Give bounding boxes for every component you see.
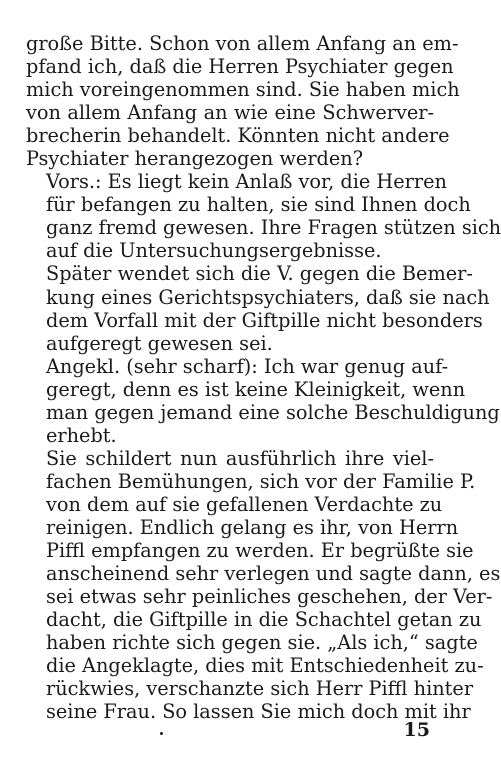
text-line: ganz fremd gewesen. Ihre Fragen stützen sich xyxy=(46,216,501,240)
text-line: erhebt. xyxy=(46,423,117,447)
text-line: Angekl. (sehr scharf): Ich war genug auf- xyxy=(46,354,449,378)
text-line: dem Vorfall mit der Giftpille nicht besonders xyxy=(46,308,483,332)
paragraph xyxy=(26,262,490,355)
text-line: pfand ich, daß die Herren Psychiater gegen xyxy=(26,55,454,79)
text-line: Piffl empfangen zu werden. Er begrüßte sie xyxy=(46,539,474,563)
text-line: für befangen zu halten, sie sind Ihnen doch xyxy=(46,193,471,217)
text-line: seine Frau. So lassen Sie mich doch mit ihr xyxy=(46,700,471,724)
text-line: auf die Untersuchungsergebnisse. xyxy=(46,239,382,263)
text-line: geregt, denn es ist keine Kleinigkeit, wenn xyxy=(46,377,466,401)
text-line: Vors.: Es liegt kein Anlaß vor, die Herren xyxy=(46,170,447,194)
text-line: große Bitte. Schon von allem Anfang an em- xyxy=(26,32,459,55)
text-line: aufgeregt gewesen sei. xyxy=(46,331,273,355)
text-line: reinigen. Endlich gelang es ihr, von Herrn xyxy=(46,515,459,539)
paragraph xyxy=(26,446,501,724)
text-line: man gegen jemand eine solche Beschuldigung xyxy=(46,400,500,424)
text-line: von dem auf sie gefallenen Verdachte zu xyxy=(46,492,443,516)
paragraph xyxy=(26,170,501,263)
paragraph xyxy=(26,354,500,447)
text-line: die Angeklagte, dies mit Entschiedenheit zu- xyxy=(46,654,484,678)
text-line: dacht, die Giftpille in die Schachtel getan zu xyxy=(46,608,482,632)
paragraph xyxy=(26,32,460,171)
text-line: rückwies, verschanzte sich Herr Piffl hinter xyxy=(46,677,474,701)
ink-dot xyxy=(160,732,163,735)
text-line: sei etwas sehr peinliches geschehen, der Ver- xyxy=(46,585,493,609)
page-body xyxy=(26,32,501,724)
text-line: anscheinend sehr verlegen und sagte dann, es xyxy=(46,562,501,586)
text-line: brecherin behandelt. Könnten nicht andere xyxy=(26,124,450,148)
text-line: von allem Anfang an wie eine Schwerver- xyxy=(26,101,434,125)
text-line: haben richte sich gegen sie. „Als ich,“ sagte xyxy=(46,631,478,655)
text-line: mich voreingenommen sind. Sie haben mich xyxy=(26,78,460,102)
text-line: Psychiater herangezogen werden? xyxy=(26,147,364,171)
page-number: 15 xyxy=(403,719,430,741)
text-line: kung eines Gerichtspsychiaters, daß sie nach xyxy=(46,285,490,309)
text-line: Später wendet sich die V. gegen die Bemer- xyxy=(46,262,473,286)
text-line: Sie schildert nun ausführlich ihre viel- xyxy=(46,446,434,470)
text-line: fachen Bemühungen, sich vor der Familie P. xyxy=(46,469,476,493)
